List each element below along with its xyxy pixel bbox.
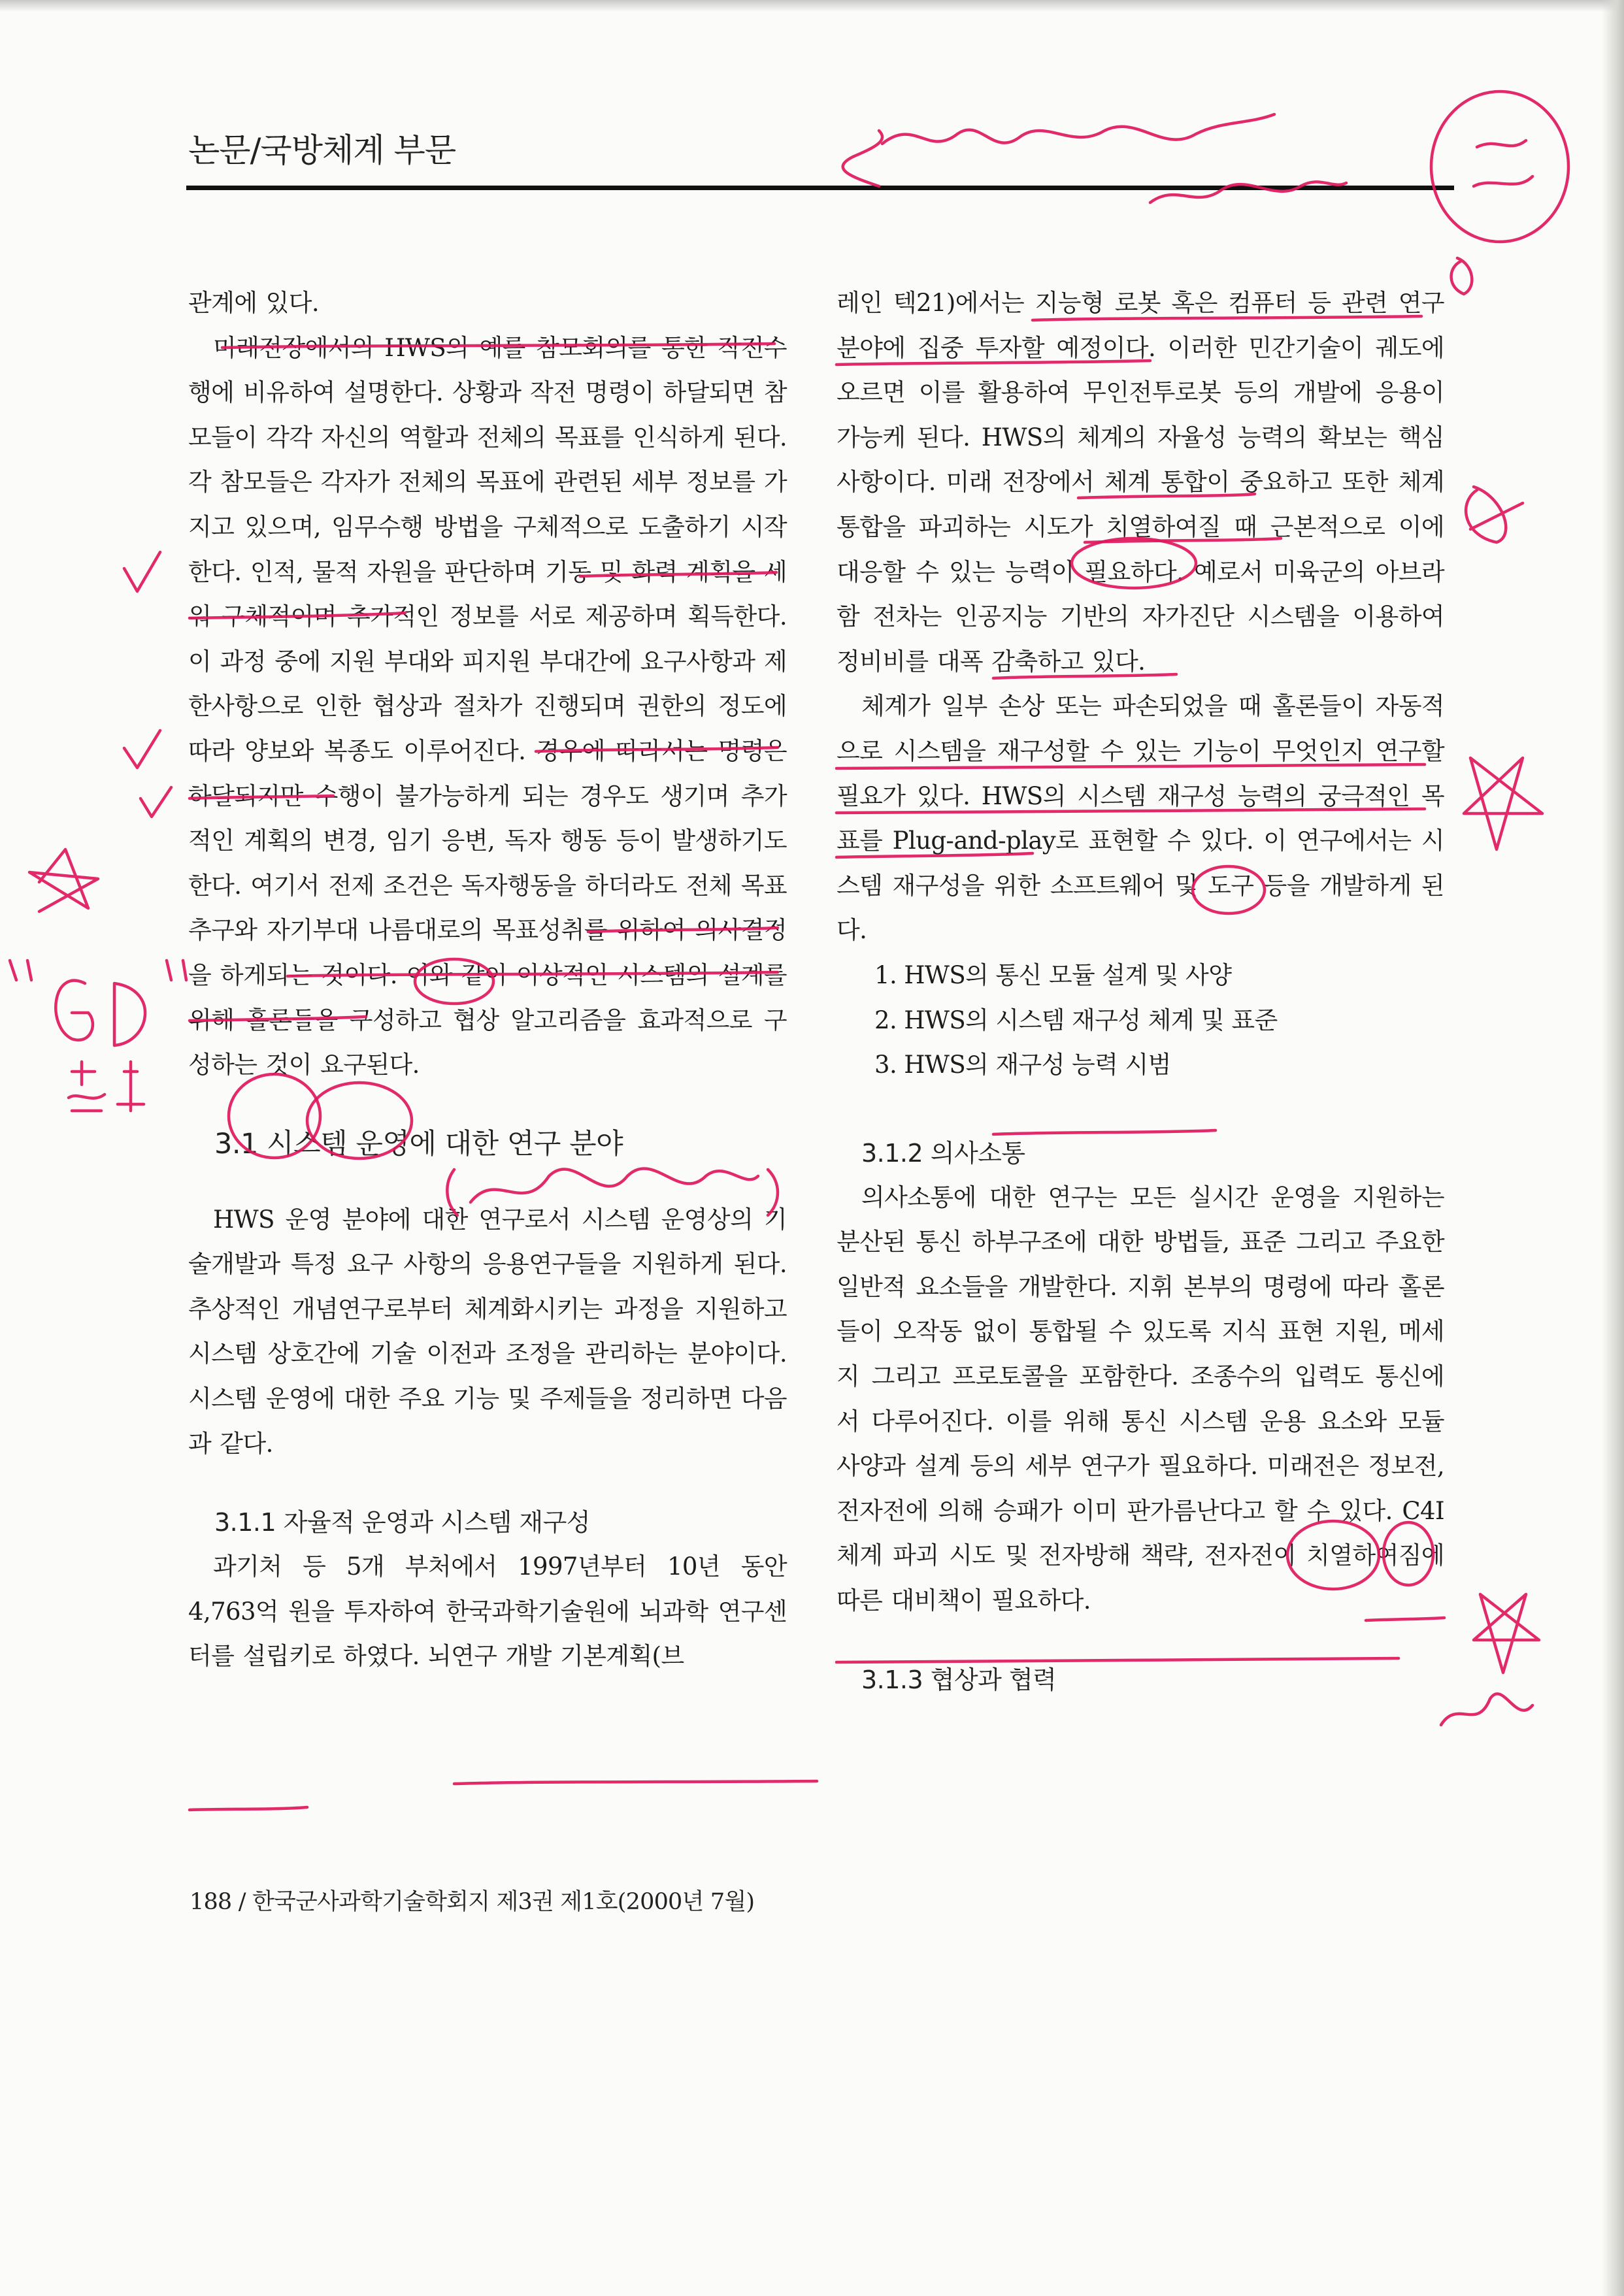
scan-edge-top xyxy=(0,0,1624,12)
scan-edge-right xyxy=(1602,0,1624,2296)
paragraph-continuation: 관계에 있다. xyxy=(188,289,320,317)
check-marks xyxy=(124,552,171,817)
paragraph-reconfiguration: 체계가 일부 손상 또는 파손되었을 때 홀론들이 자동적으로 시스템을 재구성할 수 있는 기능이 무엇인지 연구할 필요가 있다. HWS의 시스템 재구성 능력의 궁극적인 목표를 Plug-and-play로 표현할 수 있다. 이 연구에서는 시스템 재구성을 위한 소프트웨어 및 도구 등을 개발하게 된다. xyxy=(837,692,1444,945)
page-footer: 188 / 한국군사과학기술학회지 제3권 제1호(2000년 7월) xyxy=(190,1889,755,1915)
list-item: 1. HWS의 통신 모듈 설계 및 사양 xyxy=(874,960,1232,989)
paragraph-communication: 의사소통에 대한 연구는 모든 실시간 운영을 지원하는 분산된 통신 하부구조에 대한 방법들, 표준 그리고 주요한 일반적 요소들을 개발한다. 지휘 본부의 명령에 따라 홀론들이 오작동 없이 통합될 수 있도록 지식 표현 지원, 메세지 그리고 프로토콜을 포함한다. 조종수의 입력도 통신에서 다루어진다. 이를 위해 통신 시스템 운용 요소와 모듈 사양과 설계 등의 세부 연구가 필요하다. 미래전은 정보전, 전자전에 의해 승패가 이미 판가름난다고 할 수 있다. C4I 체계 파괴 시도 및 전자방해 책략, 전자전이 치열하여짐에 따른 대비책이 필요하다. xyxy=(837,1183,1444,1615)
section-3-1-2-heading: 3.1.2 의사소통 xyxy=(861,1138,1025,1168)
header-scribble xyxy=(843,91,1568,294)
paragraph-brain-research: 과기처 등 5개 부처에서 1997년부터 10년 동안 4,763억 원을 투자하여 한국과학기술원에 뇌과학 연구센터를 설립키로 하였다. 뇌연구 개발 기본계획(브 xyxy=(188,1552,787,1671)
section-3-1-1-heading: 3.1.1 자율적 운영과 시스템 재구성 xyxy=(214,1508,591,1537)
left-column xyxy=(188,281,787,1679)
paragraph-system-operation: HWS 운영 분야에 대한 연구로서 시스템 운영상의 기술개발과 특정 요구 사항의 응용연구들을 지원하게 된다. 추상적인 개념연구로부터 체계화시키는 과정을 지원하고 시스템 상호간에 기술 이전과 조정을 관리하는 분야이다. 시스템 운영에 대한 주요 기능 및 주제들을 정리하면 다음과 같다. xyxy=(188,1205,787,1458)
margin-handwriting-gd xyxy=(10,960,186,1111)
section-3-1-3-heading: 3.1.3 협상과 협력 xyxy=(861,1665,1057,1694)
header-rule xyxy=(186,186,1454,190)
research-item-list xyxy=(837,953,1444,1088)
list-item: 2. HWS의 시스템 재구성 체계 및 표준 xyxy=(874,1006,1278,1034)
right-column xyxy=(837,281,1444,1702)
section-header-title: 논문/국방체계 부문 xyxy=(188,131,456,169)
section-3-1-heading: 3.1 시스템 운영에 대한 연구 분야 xyxy=(214,1127,623,1160)
paragraph-holon-staff-analogy: 미래전장에서의 HWS의 예를 참모회의를 통한 작전수행에 비유하여 설명한다. 상황과 작전 명령이 하달되면 참모들이 각각 자신의 역할과 전체의 목표를 인식하게 된다. 각 참모들은 각자가 전체의 목표에 관련된 세부 정보를 가지고 있으며, 임무수행 방법을 구체적으로 도출하기 시작한다. 인적, 물적 자원을 판단하며 기동 및 화력 계획을 세워 구체적이며 추가적인 정보를 서로 제공하며 획득한다. 이 과정 중에 지원 부대와 피지원 부대간에 요구사항과 제한사항으로 인한 협상과 절차가 진행되며 권한의 정도에 따라 양보와 복종도 이루어진다. 경우에 따라서는 명령은 하달되지만 수행이 불가능하게 되는 경우도 생기며 추가적인 계획의 변경, 임기 응변, 독자 행동 등이 발생하기도 한다. 여기서 전제 조건은 독자행동을 하더라도 전체 목표 추구와 자기부대 나름대로의 목표성취를 위하여 의사결정을 하게되는 것이다. 이와 같이 이상적인 시스템의 설계를 위해 홀론들을 구성하고 협상 알고리즘을 효과적으로 구성하는 것이 요구된다. xyxy=(188,333,787,1079)
list-item: 3. HWS의 재구성 능력 시범 xyxy=(874,1051,1171,1079)
paragraph-autonomy: 레인 텍21)에서는 지능형 로봇 혹은 컴퓨터 등 관련 연구분야에 집중 투자할 예정이다. 이러한 민간기술이 궤도에 오르면 이를 활용하여 무인전투로봇 등의 개발에 응용이 가능케 된다. HWS의 체계의 자율성 능력의 확보는 핵심 사항이다. 미래 전장에서 체계 통합이 중요하고 또한 체계 통합을 파괴하는 시도가 치열하여질 때 근본적으로 이에 대응할 수 있는 능력이 필요하다. 예로서 미육군의 아브라함 전차는 인공지능 기반의 자가진단 시스템을 이용하여 정비비를 대폭 감축하고 있다. xyxy=(837,289,1444,676)
